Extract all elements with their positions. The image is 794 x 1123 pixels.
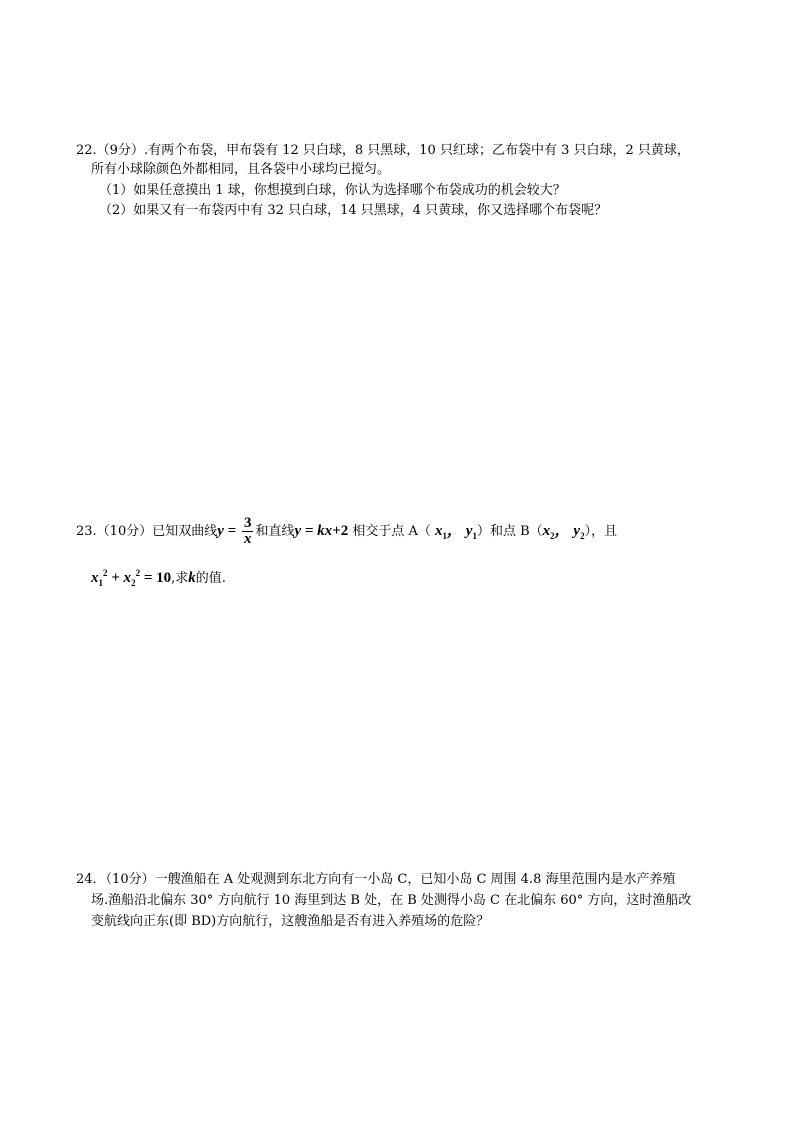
point-b-coords: $x_2$， $y_2$ [542, 523, 585, 541]
q24-line1: 24．（10分）一艘渔船在 A 处观测到东北方向有一小岛 C，已知小岛 C 周围 4.8 海里范围内是水产养殖 [76, 872, 676, 887]
q24-line3: 变航线向正东(即 BD)方向航行，这艘渔船是否有进入养殖场的危险？ [91, 914, 490, 929]
q23-line2 [91, 563, 226, 593]
q23-text-mid1: 和直线 [255, 524, 295, 539]
q23-text-mid2: 相交于点 A（ [352, 524, 431, 539]
condition-equation: $x_1^2 + x_2^2 = 10$ [91, 568, 172, 588]
q22-part2: （2）如果又有一布袋丙中有 32 只白球，14 只黑球，4 只黄球，你又选择哪个布袋呢？ [99, 203, 608, 218]
q22-part1: （1）如果任意摸出 1 球，你想摸到白球，你认为选择哪个布袋成功的机会较大？ [99, 183, 566, 198]
q23-text-end3: 的值. [195, 571, 226, 586]
q23-text-end2: ,求 [171, 571, 189, 586]
q24-line2: 场.渔船沿北偏东 30° 方向航行 10 海里到达 B 处，在 B 处测得小岛 C 在北偏东 60° 方向，这时渔船改 [91, 893, 692, 908]
q23-prefix: 23.（10分）已知双曲线 [76, 524, 218, 539]
q23-text-mid3: ）和点 B（ [476, 524, 543, 539]
hyperbola-equation: y = $\frac{3}{x}$ [217, 515, 252, 548]
line-equation: y = kx+2 [294, 523, 349, 539]
k-variable: k [188, 570, 196, 586]
q22-line2: 所有小球除颜色外都相同，且各袋中小球均已搅匀。 [91, 162, 391, 177]
q23-text-end1: ），且 [584, 524, 618, 539]
q23-line1 [76, 513, 617, 549]
q22-line1: 22.（9分）.有两个布袋，甲布袋有 12 只白球，8 只黑球，10 只红球；乙布袋中有 3 只白球，2 只黄球， [76, 143, 690, 158]
point-a-coords: $x_1$， $y_1$ [435, 523, 477, 541]
